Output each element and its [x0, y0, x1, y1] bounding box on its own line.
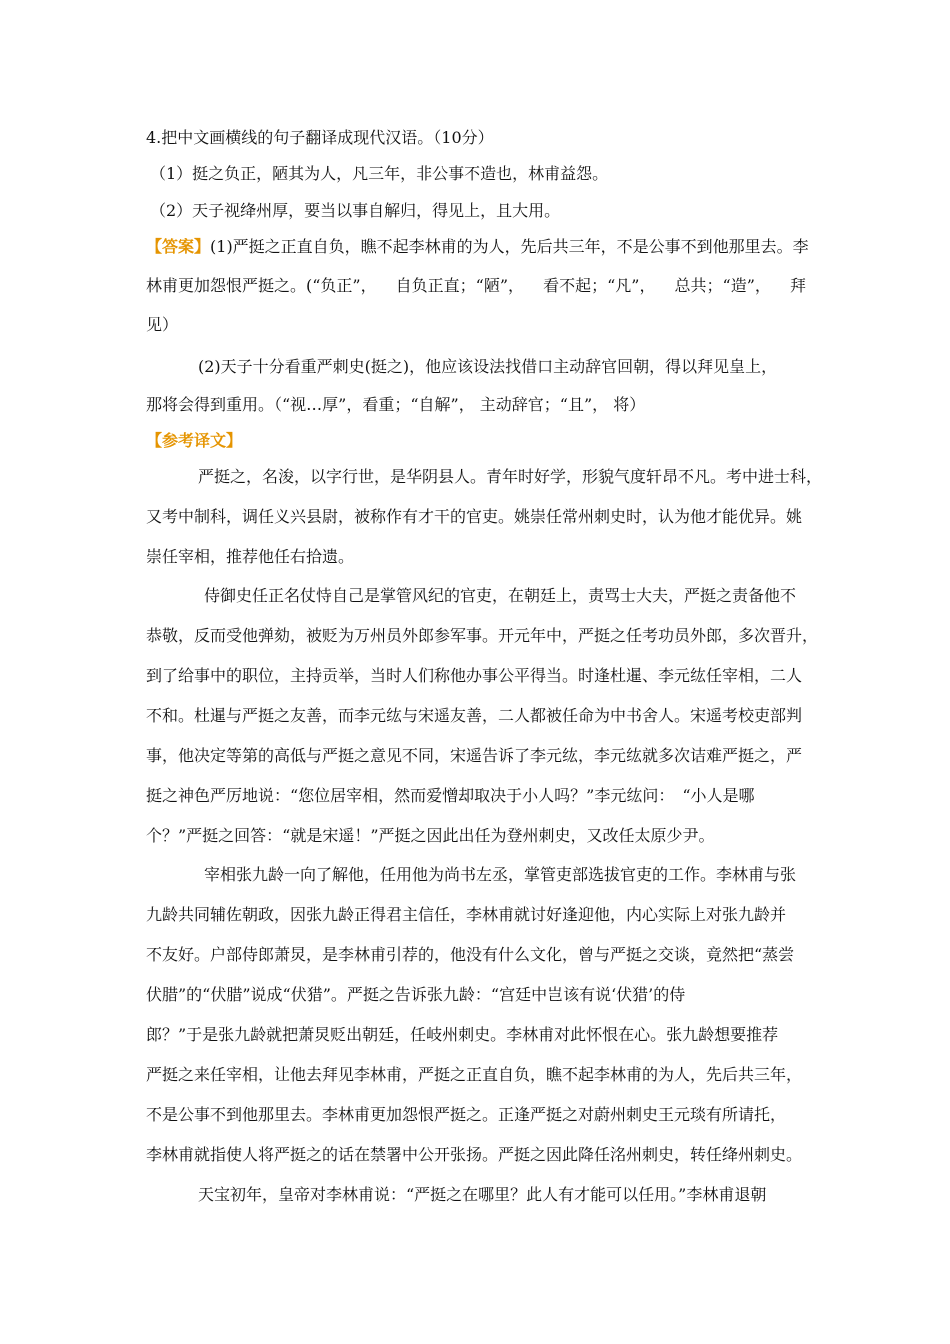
translation-line: 郎？”于是张九龄就把萧炅贬出朝廷，任岐州刺史。李林甫对此怀恨在心。张九龄想要推荐 — [146, 1025, 779, 1044]
translation-line: 挺之神色严厉地说：“您位居宰相，然而爱憎却取决于小人吗？”李元纮问： “小人是哪 — [146, 786, 755, 805]
translation-line: 严挺之，名浚，以字行世，是华阴县人。青年时好学，形貌气度轩昂不凡。考中进士科， — [198, 467, 823, 486]
answer-1-part: 自负正直；“陋”， — [395, 276, 525, 295]
answer-line-1 — [146, 237, 809, 257]
translation-line: 不是公事不到他那里去。李林甫更加怨恨严挺之。正逢严挺之对蔚州刺史王元琰有所请托， — [146, 1105, 787, 1124]
answer-1-text: (1)严挺之正直自负，瞧不起李林甫的为人，先后共三年，不是公事不到他那里去。李 — [210, 237, 809, 256]
translation-line: 恭敬，反而受他弹劾，被贬为万州员外郎参军事。开元年中，严挺之任考功员外郎，多次晋升， — [146, 626, 819, 645]
translation-line: 事，他决定等第的高低与严挺之意见不同，宋遥告诉了李元纮，李元纮就多次诘难严挺之，严 — [146, 746, 803, 765]
question-sentence-1: （1）挺之负正，陋其为人，凡三年，非公事不造也，林甫益怨。 — [150, 164, 609, 183]
translation-line: 严挺之来任宰相，让他去拜见李林甫，严挺之正直自负，瞧不起李林甫的为人，先后共三年， — [146, 1065, 803, 1084]
translation-line: 个？”严挺之回答：“就是宋遥！”严挺之因此出任为登州刺史，又改任太原少尹。 — [146, 826, 715, 845]
question-sentence-2: （2）天子视绛州厚，要当以事自解归，得见上，且大用。 — [150, 201, 561, 220]
translation-line: 崇任宰相，推荐他任右拾遗。 — [146, 547, 355, 566]
translation-label: 【参考译文】 — [146, 431, 243, 450]
translation-line: 不和。杜暹与严挺之友善，而李元纮与宋遥友善，二人都被任命为中书舍人。宋遥考校吏部判 — [146, 706, 803, 725]
answer-1-part: 总共；“造”， — [674, 276, 771, 295]
answer-line-2 — [146, 276, 806, 296]
answer-line-3: 见） — [146, 315, 179, 334]
translation-line: 侍御史任正名仗恃自己是掌管风纪的官吏，在朝廷上，责骂士大夫，严挺之责备他不 — [204, 586, 797, 605]
answer-label: 【答案】 — [146, 237, 211, 256]
translation-line: 李林甫就指使人将严挺之的话在禁署中公开张扬。严挺之因此降任洺州刺史，转任绛州刺史。 — [146, 1145, 803, 1164]
answer-1-part: 林甫更加怨恨严挺之。(“负正”， — [146, 276, 377, 295]
translation-line: 宰相张九龄一向了解他，任用他为尚书左丞，掌管吏部选拔官吏的工作。李林甫与张 — [204, 865, 797, 884]
translation-line: 九龄共同辅佐朝政，因张九龄正得君主信任，李林甫就讨好逢迎他，内心实际上对张九龄并 — [146, 905, 787, 924]
answer-1-part: 拜 — [789, 276, 806, 295]
question-title: 4.把中文画横线的句子翻译成现代汉语。（10分） — [146, 128, 494, 147]
translation-line: 天宝初年，皇帝对李林甫说：“严挺之在哪里？此人有才能可以任用。”李林甫退朝 — [198, 1185, 767, 1204]
answer-2-line-2: 那将会得到重用。（“视…厚”，看重；“自解”， 主动辞官；“且”， 将） — [146, 395, 646, 414]
translation-line: 又考中制科，调任义兴县尉，被称作有才干的官吏。姚崇任常州刺史时，认为他才能优异。姚 — [146, 507, 803, 526]
translation-line: 不友好。户部侍郎萧炅，是李林甫引荐的，他没有什么文化，曾与严挺之交谈，竟然把“蒸尝 — [146, 945, 795, 964]
translation-line: 伏腊”的“伏腊”说成“伏猎”。严挺之告诉张九龄：“宫廷中岂该有说‘伏猎’的侍 — [146, 985, 686, 1004]
answer-1-part: 看不起；“凡”， — [543, 276, 656, 295]
translation-line: 到了给事中的职位，主持贡举，当时人们称他办事公平得当。时逢杜暹、李元纮任宰相，二人 — [146, 666, 803, 685]
answer-2-line-1: (2)天子十分看重严刺史(挺之)，他应该设法找借口主动辞官回朝，得以拜见皇上， — [198, 357, 778, 376]
